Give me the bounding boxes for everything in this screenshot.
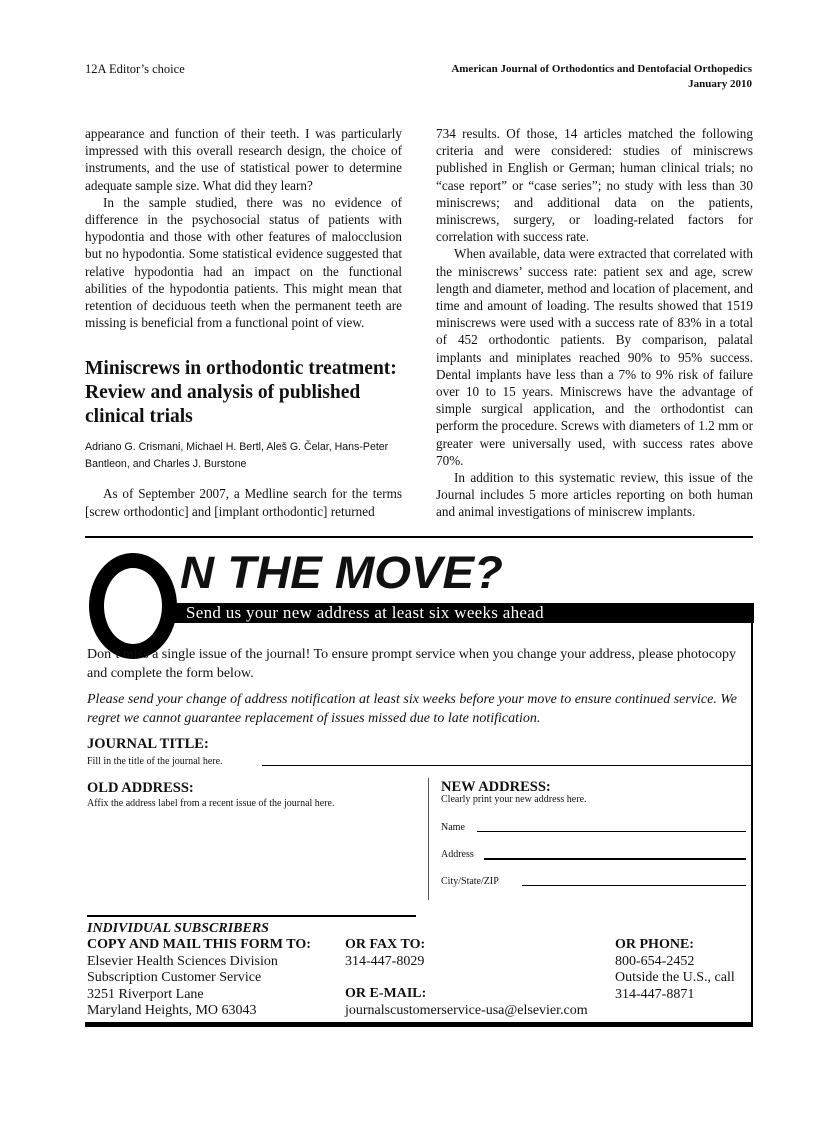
email-label: OR E-MAIL: — [345, 986, 427, 1001]
old-address-label: OLD ADDRESS: — [87, 780, 194, 796]
ad-bottom-rule — [85, 1022, 753, 1027]
address-field[interactable] — [484, 858, 746, 860]
fax-number: 314-447-8029 — [345, 953, 425, 969]
paragraph: As of September 2007, a Medline search for the terms [screw orthodontic] and [implant orthodontic] returned — [85, 486, 402, 519]
mail-line: 3251 Riverport Lane — [87, 986, 204, 1002]
paragraph: 734 results. Of those, 14 articles matched the following criteria and were considered: studies of miniscrews published in English or German; human clinical trials; no “case report” or “case series”; no study with less than 30 miniscrews; and additional data on the patients, miniscrews, surgery, or loading-related factors for correlation with success rate. — [436, 126, 753, 245]
city-state-zip-field[interactable] — [522, 885, 746, 886]
logo-letter-o — [89, 553, 177, 659]
address-label: Address — [441, 849, 474, 860]
ad-banner: Send us your new address at least six weeks ahead — [174, 603, 754, 623]
mail-block — [87, 937, 311, 1020]
subscribers-rule — [87, 915, 416, 917]
article-heading: Miniscrews in orthodontic treatment: Review and analysis of published clinical trials — [85, 358, 397, 428]
journal-title-hint: Fill in the title of the journal here. — [87, 756, 223, 767]
paragraph: In addition to this systematic review, this issue of the Journal includes 5 more articles reporting on both human and animal investigations of miniscrew implants. — [436, 470, 753, 520]
phone-block — [615, 937, 735, 1003]
address-divider — [428, 778, 429, 900]
new-address-hint: Clearly print your new address here. — [441, 794, 587, 805]
phone-outside-note: Outside the U.S., call — [615, 970, 735, 985]
ad-title: N THE MOVE? — [180, 547, 503, 598]
authors: Adriano G. Crismani, Michael H. Bertl, Aleš G. Čelar, Hans-Peter Bantleon, and Charles J. Burstone — [85, 441, 389, 471]
right-column — [436, 125, 753, 521]
new-address-label: NEW ADDRESS: — [441, 779, 551, 795]
paragraph: In the sample studied, there was no evidence of difference in the psychosocial status of patients with hypodontia and those with other features of malocclusion but no hypodontia. Some statistical evidence suggested that relative hypodontia had an impact on the functional abilities of the hypodontia patients. This might mean that retention of deciduous teeth when the permanent teeth are missing is beneficial from a functional point of view. — [85, 194, 402, 331]
fax-label: OR FAX TO: — [345, 937, 426, 952]
email-address[interactable]: journalscustomerservice-usa@elsevier.com — [345, 1002, 588, 1018]
ad-intro: Don’t miss a single issue of the journal! To ensure prompt service when you change your address, please photocopy and complete the form below. — [87, 647, 736, 681]
phone-number: 800-654-2452 — [615, 953, 695, 969]
old-address-hint: Affix the address label from a recent issue of the journal here. — [87, 798, 335, 809]
mail-line: Elsevier Health Sciences Division — [87, 953, 278, 969]
journal-name: American Journal of Orthodontics and Dentofacial Orthopedics — [451, 63, 752, 75]
running-header-left: 12A Editor’s choice — [85, 62, 185, 76]
subscribers-label: INDIVIDUAL SUBSCRIBERS — [87, 921, 269, 936]
left-column — [85, 125, 402, 520]
issue-date: January 2010 — [688, 78, 752, 90]
running-header-right — [451, 62, 752, 92]
mail-line: Maryland Heights, MO 63043 — [87, 1003, 257, 1018]
email-block — [345, 986, 588, 1019]
phone-number-intl: 314-447-8871 — [615, 986, 695, 1002]
city-state-zip-label: City/State/ZIP — [441, 876, 499, 887]
journal-title-field[interactable] — [262, 765, 751, 766]
ad-right-border — [751, 603, 753, 1027]
paragraph: appearance and function of their teeth. I was particularly impressed with this overall research design, the choice of instruments, and the use of statistical power to determine adequate sample size. What did they learn? — [85, 126, 402, 193]
fax-block — [345, 937, 425, 970]
ad-top-rule — [85, 536, 753, 538]
mail-line: Subscription Customer Service — [87, 970, 262, 985]
name-field[interactable] — [477, 831, 746, 832]
name-label: Name — [441, 822, 465, 833]
paragraph: When available, data were extracted that correlated with the miniscrews’ success rate: patient sex and age, screw length and diameter, method and location of placement, and time and amount of loading. The results showed that 1519 miniscrews were used with a success rate of 83% in a total of 452 orthodontic patients. By comparison, palatal implants and miniplates reached 90% to 95% success. Dental implants have less than a 7% to 9% risk of failure over 10 to 15 years. Miniscrews have the advantage of simple surgical application, and the orthodontist can perform the procedure. Screws with diameters of 1.2 mm or greater were universally used, with success rates above 70%. — [436, 246, 753, 468]
journal-title-label: JOURNAL TITLE: — [87, 736, 209, 752]
mail-label: COPY AND MAIL THIS FORM TO: — [87, 937, 311, 952]
phone-label: OR PHONE: — [615, 937, 694, 952]
ad-notice: Please send your change of address notification at least six weeks before your move to ensure continued service. We regret we cannot guarantee replacement of issues missed due to late notification. — [87, 692, 737, 726]
